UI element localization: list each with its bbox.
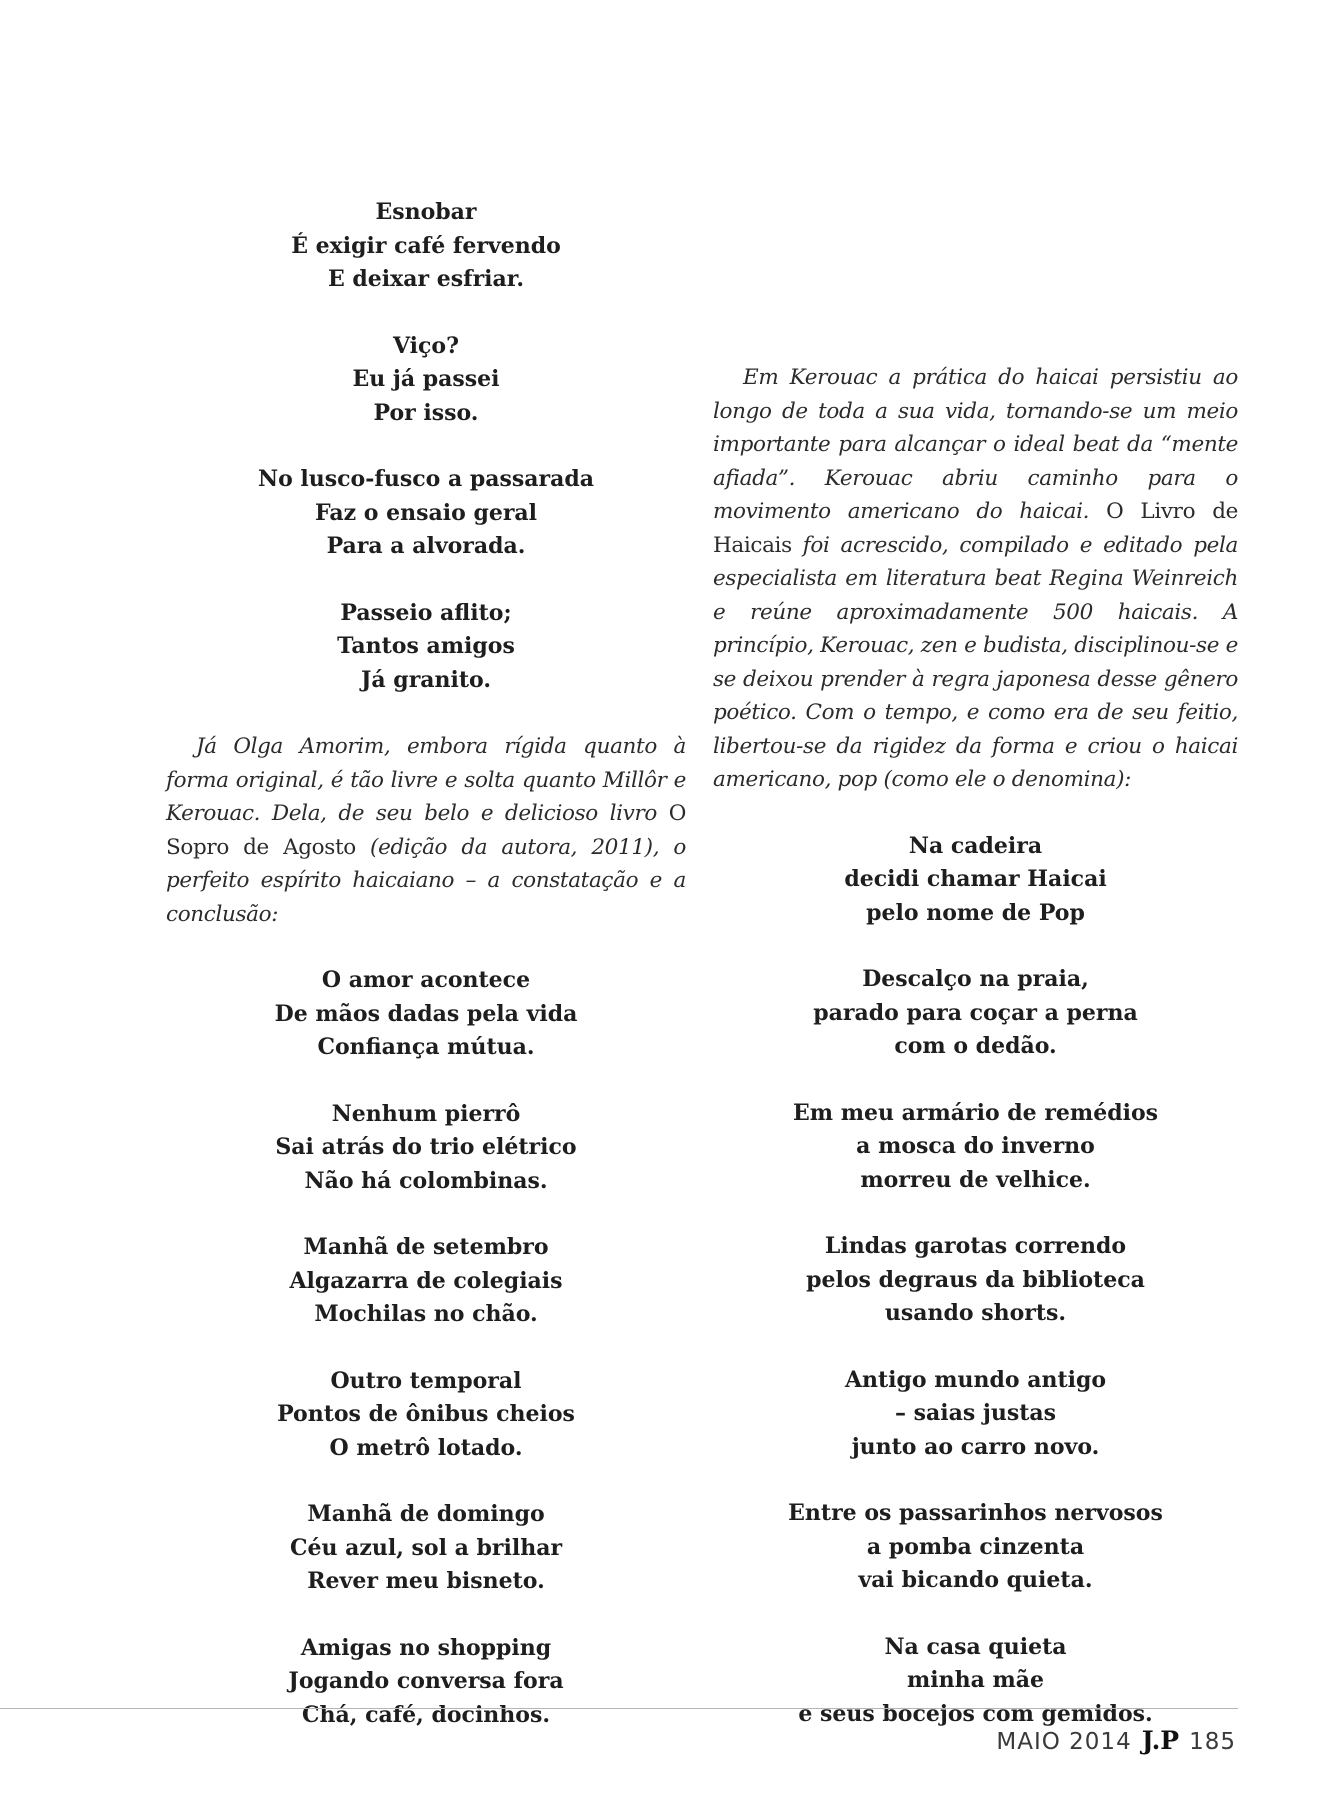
haiku-line: decidi chamar Haicai <box>844 866 1107 892</box>
haiku-line: Céu azul, sol a brilhar <box>289 1534 563 1561</box>
haiku-stanza <box>713 830 1238 931</box>
footer-divider <box>0 1708 1238 1709</box>
olga-amorim-paragraph <box>166 730 686 931</box>
left-column <box>166 196 686 1765</box>
haiku-line: Mochilas no chão. <box>314 1301 538 1327</box>
haiku-line: a pomba cinzenta <box>866 1533 1085 1560</box>
haiku-line: usando shorts. <box>884 1300 1067 1326</box>
haiku-stanza <box>166 964 686 1065</box>
paragraph-text: Já Olga Amorim, embora rígida quanto à forma original, é tão livre e solta quanto Millôr e Kerouac. Dela, de seu belo e delicioso livro <box>166 734 686 826</box>
book-title: O Sopro de Agosto <box>166 801 686 860</box>
haiku-line: Sai atrás do trio elétrico <box>275 1134 577 1160</box>
haiku-line: Esnobar <box>375 199 477 225</box>
right-column <box>713 361 1238 1764</box>
haiku-line: Pontos de ônibus cheios <box>277 1401 575 1427</box>
haiku-line: Para a alvorada. <box>326 533 526 559</box>
paragraph-text: (edição da autora, 2011), o perfeito espírito haicaiano – a constatação e a conclusão: <box>166 834 686 927</box>
haiku-stanza <box>166 1498 686 1599</box>
haiku-stanza <box>713 1631 1238 1732</box>
haiku-line: Rever meu bisneto. <box>307 1568 545 1594</box>
haiku-line: pelo nome de Pop <box>866 899 1085 926</box>
haiku-line: a mosca do inverno <box>856 1133 1095 1159</box>
page-number: 185 <box>1189 1729 1236 1755</box>
haiku-line: E deixar esfriar. <box>327 266 525 292</box>
haiku-line: O amor acontece <box>321 967 531 993</box>
haiku-line: Confiança mútua. <box>317 1034 535 1060</box>
haiku-group-kerouac <box>713 830 1238 1765</box>
haiku-line: Jogando conversa fora <box>288 1668 564 1694</box>
haiku-line: Lindas garotas correndo <box>824 1233 1127 1259</box>
haiku-line: Na cadeira <box>908 832 1043 859</box>
haiku-stanza <box>166 330 686 431</box>
haiku-stanza <box>166 1632 686 1733</box>
haiku-stanza <box>713 1497 1238 1598</box>
haiku-line: e seus bocejos com gemidos. <box>798 1700 1153 1727</box>
haiku-line: Passeio aflito; <box>340 599 512 626</box>
page-footer <box>996 1726 1236 1755</box>
haiku-stanza <box>166 196 686 297</box>
magazine-logo: J.P <box>1141 1726 1180 1755</box>
haiku-line: – saias justas <box>894 1400 1057 1426</box>
haiku-line: vai bicando quieta. <box>858 1567 1093 1593</box>
haiku-line: Eu já passei <box>352 366 500 392</box>
haiku-line: Na casa quieta <box>884 1633 1067 1660</box>
haiku-stanza <box>713 963 1238 1064</box>
haiku-line: Nenhum pierrô <box>331 1100 521 1127</box>
haiku-line: Algazarra de colegiais <box>289 1267 563 1294</box>
haiku-line: minha mãe <box>906 1667 1045 1693</box>
haiku-line: É exigir café fervendo <box>291 232 561 259</box>
haiku-line: junto ao carro novo. <box>851 1433 1100 1460</box>
haiku-stanza <box>166 1231 686 1332</box>
haiku-stanza <box>166 1098 686 1199</box>
haiku-stanza <box>166 463 686 564</box>
haiku-group-olga <box>166 964 686 1765</box>
haiku-stanza <box>713 1230 1238 1331</box>
haiku-line: morreu de velhice. <box>860 1166 1091 1193</box>
haiku-line: Não há colombinas. <box>304 1167 548 1194</box>
haiku-line: Faz o ensaio geral <box>314 499 538 526</box>
haiku-line: No lusco-fusco a passarada <box>257 466 594 492</box>
haiku-stanza <box>166 1365 686 1466</box>
haiku-line: parado para coçar a perna <box>813 999 1138 1026</box>
haiku-line: Em meu armário de remédios <box>793 1099 1158 1126</box>
haiku-line: Entre os passarinhos nervosos <box>788 1500 1163 1526</box>
issue-date: MAIO 2014 <box>996 1729 1132 1755</box>
haiku-line: Descalço na praia, <box>862 966 1089 992</box>
haiku-group-millor <box>166 196 686 730</box>
haiku-line: Antigo mundo antigo <box>844 1366 1107 1393</box>
haiku-line: Manhã de domingo <box>307 1501 545 1527</box>
haiku-stanza <box>713 1097 1238 1198</box>
haiku-stanza <box>166 597 686 698</box>
paragraph-text: Em Kerouac a prática do haicai persistiu ao longo de toda a sua vida, tornando-se um meio importante para alcançar o ideal beat da “mente afiada”. Kerouac abriu caminho para o movimento americano do haicai. <box>713 365 1238 524</box>
haiku-line: Tantos amigos <box>337 633 515 659</box>
book-title: O Livro de Haicais <box>713 499 1238 558</box>
haiku-line: Chá, café, docinhos. <box>301 1701 551 1728</box>
paragraph-text: foi acrescido, compilado e editado pela especialista em literatura beat Regina Weinreich e reúne aproximadamente 500 haicais. A princípio, Kerouac, zen e budista, disciplinou-se e se deixou prender à regra japonesa desse gênero poético. Com o tempo, e como era de seu feitio, libertou-se da rigidez da forma e criou o haicai americano, pop (como ele o denomina): <box>713 532 1238 792</box>
haiku-line: Manhã de setembro <box>303 1234 549 1260</box>
haiku-line: Por isso. <box>373 399 479 426</box>
haiku-line: com o dedão. <box>894 1033 1057 1059</box>
haiku-line: Viço? <box>393 332 459 359</box>
haiku-line: pelos degraus da biblioteca <box>806 1266 1145 1293</box>
haiku-line: Outro temporal <box>330 1367 522 1394</box>
haiku-line: O metrô lotado. <box>329 1434 523 1461</box>
kerouac-paragraph <box>713 361 1238 797</box>
haiku-line: Amigas no shopping <box>300 1634 552 1661</box>
haiku-stanza <box>713 1364 1238 1465</box>
haiku-line: De mãos dadas pela vida <box>274 1000 578 1027</box>
haiku-line: Já granito. <box>360 666 491 693</box>
